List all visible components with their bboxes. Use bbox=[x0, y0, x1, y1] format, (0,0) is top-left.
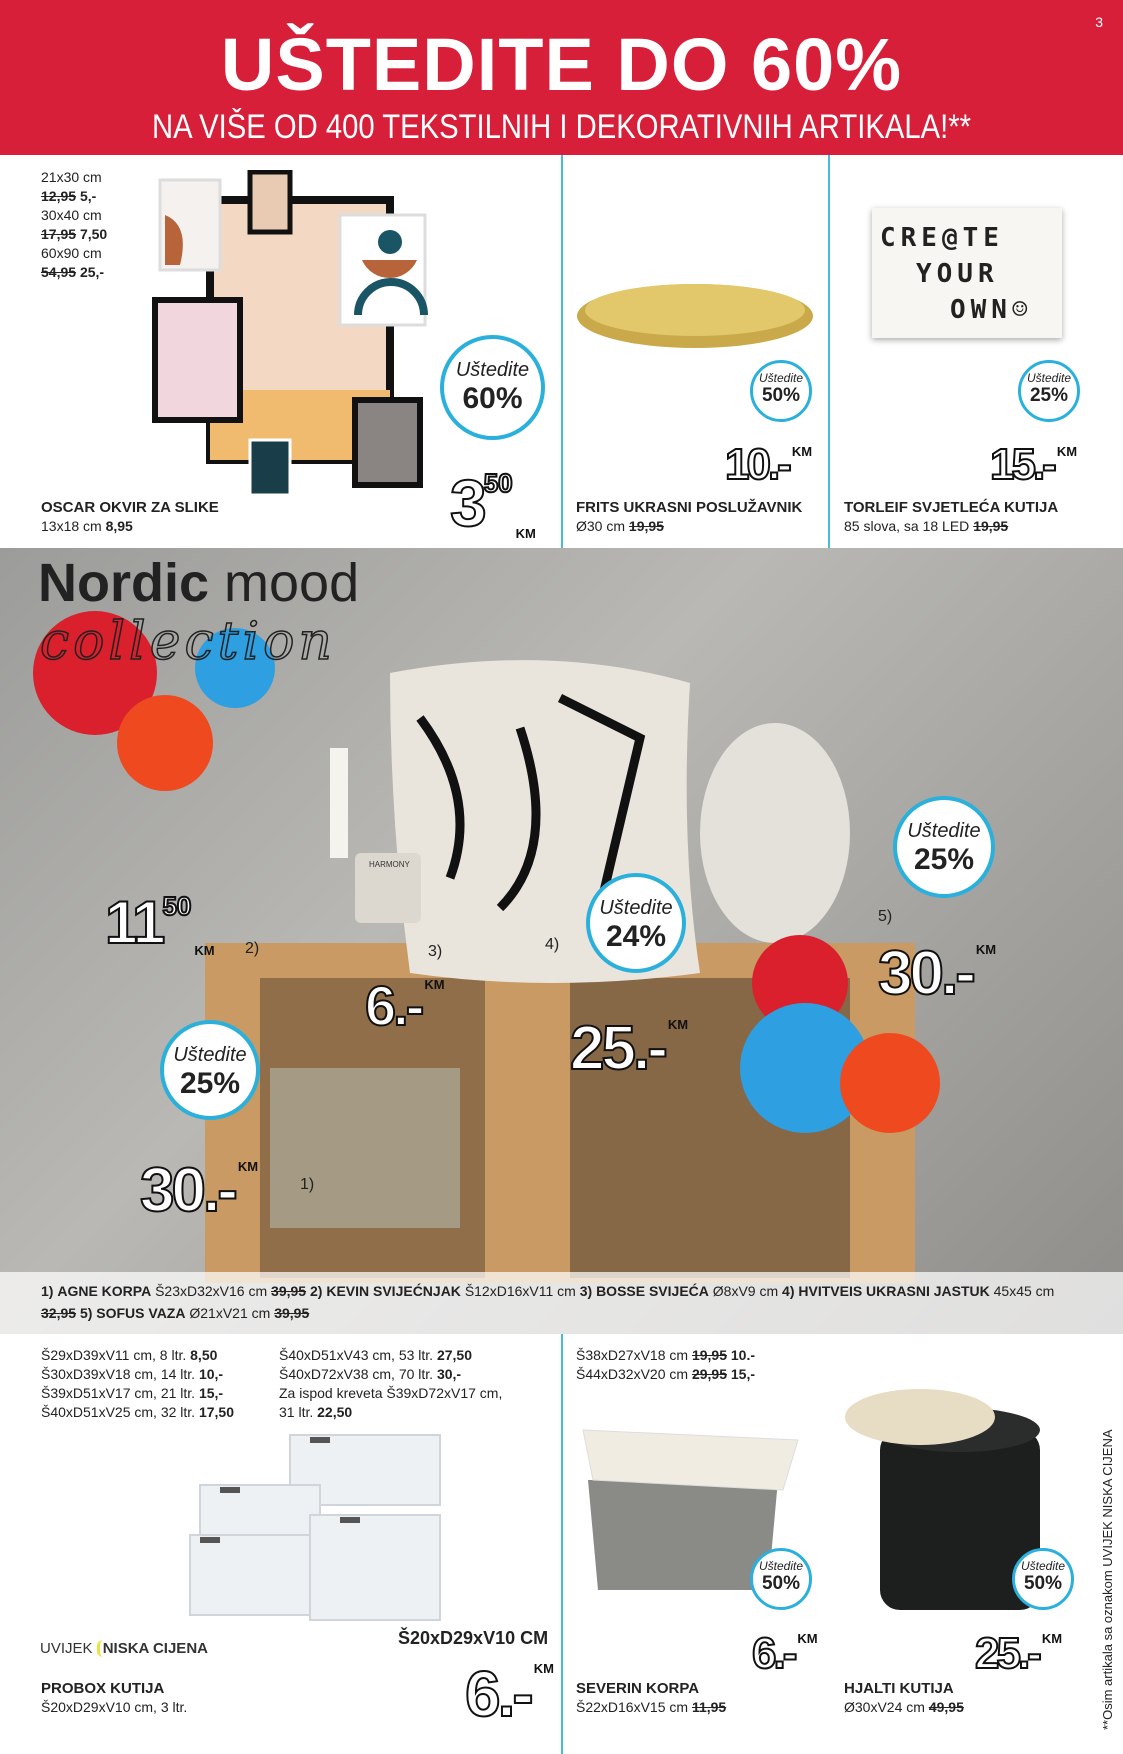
price-main: 25.- bbox=[570, 1014, 665, 1083]
savings-percent: 25% bbox=[1029, 385, 1069, 406]
page-number: 3 bbox=[1095, 14, 1103, 30]
caption-desc: Ø21xV21 cm bbox=[189, 1305, 271, 1321]
new-price: 15,- bbox=[730, 1366, 756, 1382]
currency: KM bbox=[975, 942, 997, 957]
savings-badge bbox=[440, 335, 545, 440]
price-tag bbox=[450, 466, 536, 541]
currency: KM bbox=[1056, 444, 1078, 459]
caption-desc: Š23xD32xV16 cm bbox=[155, 1283, 268, 1299]
caption-name: KEVIN SVIJEĆNJAK bbox=[326, 1283, 461, 1299]
product-info bbox=[41, 1679, 187, 1717]
header-subtitle: NA VIŠE OD 400 TEKSTILNIH I DEKORATIVNIH ARTIKALA!** bbox=[151, 108, 971, 146]
header-banner bbox=[0, 0, 1123, 155]
caption-num: 5) bbox=[79, 1305, 93, 1321]
caption-desc: Ø8xV9 cm bbox=[712, 1283, 779, 1299]
lightbox-line: CRE@TE bbox=[880, 223, 1004, 253]
currency: KM bbox=[533, 1661, 554, 1676]
price-tag bbox=[105, 889, 215, 958]
marker-5: 5) bbox=[878, 908, 893, 925]
currency: KM bbox=[237, 1159, 259, 1174]
severin-variants bbox=[576, 1346, 755, 1384]
currency: KM bbox=[797, 1631, 818, 1646]
price-tag bbox=[465, 1658, 554, 1730]
new-price: 25,- bbox=[79, 264, 105, 280]
savings-badge bbox=[1018, 360, 1080, 422]
savings-badge bbox=[160, 1020, 260, 1120]
collection-title bbox=[38, 553, 360, 613]
old-price: 19,95 bbox=[973, 518, 1009, 534]
caption-num: 3) bbox=[579, 1283, 593, 1299]
caption-name: AGNE KORPA bbox=[57, 1283, 152, 1299]
variant-size: 30x40 cm bbox=[41, 207, 102, 223]
savings-badge bbox=[750, 360, 812, 422]
caption-old: 39,95 bbox=[274, 1305, 310, 1321]
oscar-variants bbox=[41, 168, 107, 282]
old-price: 19,95 bbox=[628, 518, 664, 534]
price-main: 25.- bbox=[975, 1629, 1039, 1678]
variant-text: Š38xD27xV18 cm bbox=[576, 1347, 689, 1363]
lightbox-line: YOUR bbox=[916, 259, 999, 289]
price-tag bbox=[365, 974, 445, 1037]
price-tag bbox=[990, 440, 1078, 489]
caption-name: HVITVEIS UKRASNI JASTUK bbox=[798, 1283, 990, 1299]
always-low-price-logo bbox=[40, 1640, 208, 1657]
product-name: TORLEIF SVJETLEĆA KUTIJA bbox=[844, 499, 1059, 516]
price-main: 30.- bbox=[878, 939, 973, 1008]
savings-label: Uštedite bbox=[173, 1044, 247, 1066]
size-label: Š20xD29xV10 CM bbox=[398, 1628, 549, 1648]
variant-text: Š44xD32xV20 cm bbox=[576, 1366, 689, 1382]
marker-2: 2) bbox=[245, 940, 260, 957]
variant-price: 22,50 bbox=[317, 1404, 353, 1420]
variant-text: Za ispod kreveta Š39xD72xV17 cm, bbox=[279, 1385, 503, 1401]
product-info bbox=[844, 498, 1058, 536]
variant-price: 8,50 bbox=[190, 1347, 218, 1363]
price-main: 15.- bbox=[990, 440, 1054, 489]
currency: KM bbox=[515, 526, 536, 541]
savings-badge bbox=[586, 873, 686, 973]
divider bbox=[561, 155, 563, 548]
savings-percent: 25% bbox=[179, 1067, 241, 1100]
old-price: 29,95 bbox=[691, 1366, 727, 1382]
new-price: 7,50 bbox=[79, 226, 108, 242]
caption-desc: Š12xD16xV11 cm bbox=[464, 1283, 576, 1299]
currency: KM bbox=[667, 1017, 689, 1032]
price-tag bbox=[975, 1629, 1063, 1678]
currency: KM bbox=[791, 444, 813, 459]
savings-label: Uštedite bbox=[599, 897, 673, 919]
old-price: 17,95 bbox=[41, 226, 77, 242]
product-info bbox=[576, 498, 802, 536]
savings-label: Uštedite bbox=[455, 359, 530, 381]
storage-boxes-image bbox=[160, 1425, 460, 1625]
tray-image bbox=[575, 278, 815, 358]
product-desc: Ø30 cm bbox=[576, 518, 626, 534]
probox-variants-col1 bbox=[41, 1346, 234, 1422]
price-main: 10.- bbox=[725, 440, 789, 489]
variant-size: 21x30 cm bbox=[41, 169, 102, 185]
caption-name: SOFUS VAZA bbox=[96, 1305, 186, 1321]
marker-3: 3) bbox=[428, 943, 443, 960]
product-name: HJALTI KUTIJA bbox=[844, 1680, 954, 1697]
product-info bbox=[576, 1679, 726, 1717]
old-price: 54,95 bbox=[41, 264, 77, 280]
variant-text: Š39xD51xV17 cm, 21 ltr. bbox=[41, 1385, 196, 1401]
marker-1: 1) bbox=[300, 1176, 315, 1193]
price-main: 30.- bbox=[140, 1156, 235, 1225]
currency: KM bbox=[1041, 1631, 1063, 1646]
variant-text: Š29xD39xV11 cm, 8 ltr. bbox=[41, 1347, 187, 1363]
price-tag bbox=[570, 1014, 689, 1083]
title-light: mood bbox=[224, 553, 360, 613]
currency: KM bbox=[424, 977, 445, 992]
savings-label: Uštedite bbox=[907, 820, 981, 842]
variant-text: Š30xD39xV18 cm, 14 ltr. bbox=[41, 1366, 196, 1382]
product-name: FRITS UKRASNI POSLUŽAVNIK bbox=[576, 499, 803, 516]
caption-old: 32,95 bbox=[41, 1305, 77, 1321]
savings-percent: 50% bbox=[1023, 1573, 1063, 1594]
candle-label: HARMONY bbox=[369, 860, 410, 869]
logo-text-b: NISKA CIJENA bbox=[97, 1640, 208, 1657]
product-name: OSCAR OKVIR ZA SLIKE bbox=[41, 499, 219, 516]
price-main: 3 bbox=[450, 466, 484, 540]
new-price: 5,- bbox=[79, 188, 97, 204]
variant-text: Š40xD51xV25 cm, 32 ltr. bbox=[41, 1404, 196, 1420]
variant-price: 10,- bbox=[198, 1366, 224, 1382]
product-desc: 85 slova, sa 18 LED bbox=[844, 518, 970, 534]
savings-percent: 50% bbox=[761, 385, 801, 406]
product-desc: 13x18 cm bbox=[41, 518, 102, 534]
probox-variants-col2 bbox=[279, 1346, 502, 1422]
lightbox-line: OWN☺ bbox=[950, 295, 1033, 325]
savings-percent: 24% bbox=[605, 920, 667, 953]
savings-badge bbox=[1012, 1548, 1074, 1610]
variant-price: 17,50 bbox=[198, 1404, 235, 1420]
product-name: PROBOX KUTIJA bbox=[41, 1680, 165, 1697]
new-price: 10.- bbox=[730, 1347, 756, 1363]
picture-frames-image bbox=[150, 170, 440, 500]
old-price: 12,95 bbox=[41, 188, 77, 204]
header-title: UŠTEDITE DO 60% bbox=[220, 23, 903, 106]
price-main: 6.- bbox=[365, 974, 422, 1037]
variant-size: 60x90 cm bbox=[41, 245, 102, 261]
variant-text: Š40xD51xV43 cm, 53 ltr. bbox=[279, 1347, 434, 1363]
caption-name: BOSSE SVIJEĆA bbox=[596, 1283, 709, 1299]
lightbox-image bbox=[872, 208, 1062, 338]
price-tag bbox=[752, 1629, 818, 1678]
divider bbox=[828, 155, 830, 548]
caption-old: 39,95 bbox=[271, 1283, 307, 1299]
variant-text: 31 ltr. bbox=[279, 1404, 314, 1420]
price-cents: 50 bbox=[483, 468, 513, 498]
price-main: 6.- bbox=[465, 1658, 531, 1730]
product-desc: Ø30xV24 cm bbox=[844, 1699, 925, 1715]
savings-percent: 50% bbox=[761, 1573, 801, 1594]
savings-percent: 25% bbox=[913, 843, 975, 876]
divider bbox=[561, 1334, 563, 1754]
price-cents: 50 bbox=[162, 891, 192, 921]
old-price: 49,95 bbox=[928, 1699, 964, 1715]
savings-label: Uštedite bbox=[758, 371, 804, 385]
title-bold: Nordic bbox=[38, 553, 210, 613]
caption-num: 4) bbox=[782, 1283, 795, 1299]
savings-label: Uštedite bbox=[1026, 371, 1072, 385]
variant-price: 15,- bbox=[198, 1385, 224, 1401]
collection-script: collection bbox=[40, 612, 336, 672]
product-desc: Š22xD16xV15 cm bbox=[576, 1699, 689, 1715]
caption-desc: 45x45 cm bbox=[993, 1283, 1055, 1299]
product-info bbox=[41, 498, 219, 536]
price-tag bbox=[725, 440, 813, 489]
product-info bbox=[844, 1679, 964, 1717]
product-desc: Š20xD29xV10 cm, 3 ltr. bbox=[41, 1699, 188, 1715]
caption-num: 2) bbox=[309, 1283, 323, 1299]
old-price: 19,95 bbox=[691, 1347, 727, 1363]
savings-label: Uštedite bbox=[1020, 1559, 1066, 1573]
old-price: 11,95 bbox=[691, 1699, 727, 1715]
price-tag bbox=[140, 1156, 259, 1225]
variant-text: Š40xD72xV38 cm, 70 ltr. bbox=[279, 1366, 434, 1382]
nordic-caption bbox=[0, 1272, 1123, 1334]
caption-num: 1) bbox=[41, 1283, 54, 1299]
variant-price: 27,50 bbox=[436, 1347, 473, 1363]
marker-4: 4) bbox=[545, 936, 560, 953]
old-price: 8,95 bbox=[105, 518, 133, 534]
price-main: 6.- bbox=[752, 1629, 795, 1678]
logo-text-a: UVIJEK bbox=[40, 1640, 93, 1657]
currency: KM bbox=[194, 943, 215, 958]
variant-price: 30,- bbox=[436, 1366, 462, 1382]
price-main: 11 bbox=[105, 889, 163, 956]
price-tag bbox=[878, 939, 997, 1008]
footnote: **Osim artikala sa oznakom UVIJEK NISKA CIJENA bbox=[1100, 1429, 1115, 1730]
product-name: SEVERIN KORPA bbox=[576, 1680, 700, 1697]
savings-badge bbox=[893, 796, 995, 898]
savings-percent: 60% bbox=[462, 382, 523, 415]
savings-label: Uštedite bbox=[758, 1559, 804, 1573]
savings-badge bbox=[750, 1548, 812, 1610]
nordic-mood-section bbox=[0, 548, 1123, 1334]
